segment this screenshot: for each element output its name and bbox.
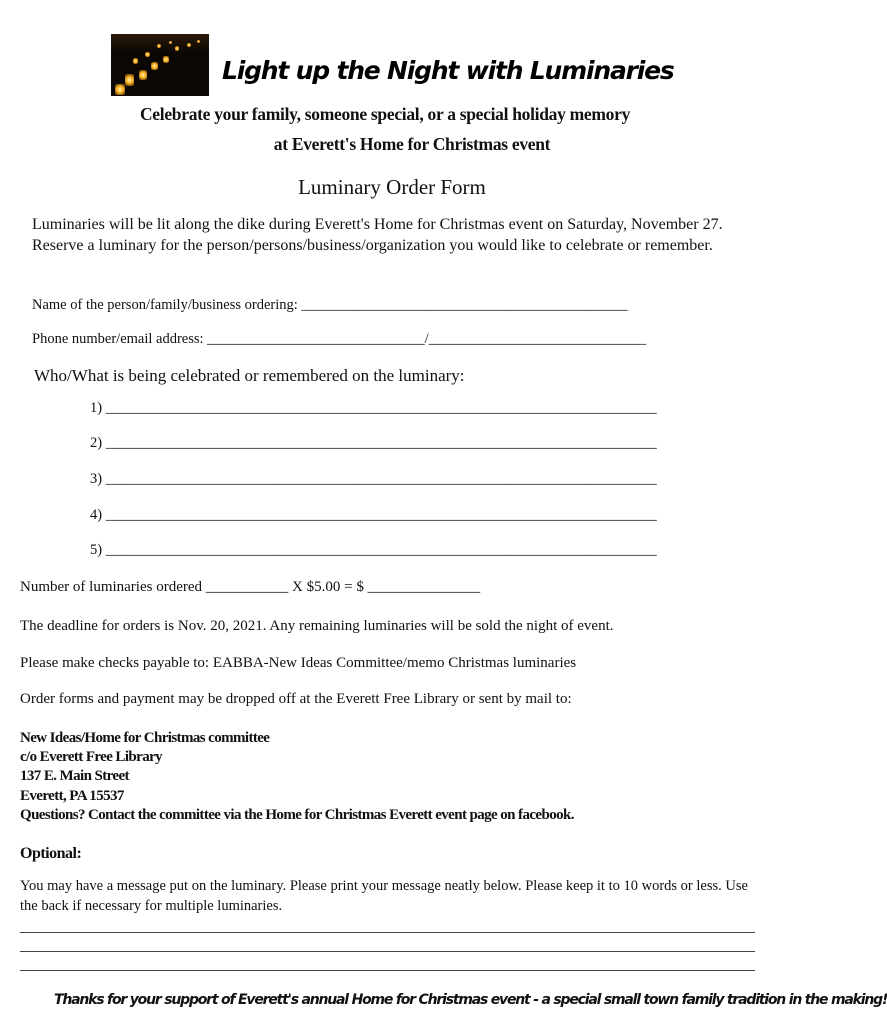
footer-thanks: Thanks for your support of Everett's annual Home for Christmas event - a special small town family tradition in the making! bbox=[54, 992, 887, 1008]
luminary-lamp bbox=[175, 46, 179, 51]
luminary-lamp bbox=[125, 74, 134, 86]
checks-text: Please make checks payable to: EABBA-New Ideas Committee/memo Christmas luminaries bbox=[20, 655, 577, 671]
celebrated-line-5[interactable]: 5) ____________________________________________________________________________ bbox=[90, 542, 657, 558]
dropoff-text: Order forms and payment may be dropped off at the Everett Free Library or sent by mail to: bbox=[20, 691, 572, 707]
questions-text: Questions? Contact the committee via the Home for Christmas Everett event page on facebook. bbox=[20, 807, 574, 823]
subtitle-line-1: Celebrate your family, someone special, or a special holiday memory bbox=[139, 104, 631, 124]
luminary-lamp bbox=[133, 58, 138, 64]
luminary-lamp bbox=[163, 56, 169, 63]
page-title: Light up the Night with Luminaries bbox=[222, 56, 674, 85]
celebrated-line-3[interactable]: 3) ____________________________________________________________________________ bbox=[90, 471, 657, 487]
address-line-2: c/o Everett Free Library bbox=[20, 749, 163, 765]
optional-message-instructions: You may have a message put on the luminary. Please print your message neatly below. Please keep it to 10 words or less. Use the back if necessary for multiple luminaries. bbox=[20, 878, 748, 914]
subtitle-line-2: at Everett's Home for Christmas event bbox=[273, 134, 551, 154]
deadline-text: The deadline for orders is Nov. 20, 2021. Any remaining luminaries will be sold the night of event. bbox=[20, 618, 614, 634]
address-line-3: 137 E. Main Street bbox=[20, 768, 129, 784]
message-line-3[interactable] bbox=[20, 970, 755, 971]
luminary-lamp bbox=[145, 52, 150, 57]
message-line-2[interactable] bbox=[20, 951, 755, 952]
message-line-1[interactable] bbox=[20, 932, 755, 933]
name-field[interactable]: Name of the person/family/business ordering: _____________________________________________ bbox=[32, 297, 628, 313]
luminary-lamp bbox=[151, 62, 158, 70]
intro-paragraph: Luminaries will be lit along the dike during Everett's Home for Christmas event on Saturday, November 27. Reserve a luminary for the person/persons/business/organization you would like to celebrate or remember. bbox=[32, 216, 723, 254]
luminary-lamp bbox=[197, 40, 200, 43]
quantity-line[interactable]: Number of luminaries ordered ___________ X $5.00 = $ _______________ bbox=[20, 579, 481, 595]
form-title: Luminary Order Form bbox=[298, 175, 486, 199]
luminary-lamp bbox=[157, 44, 161, 48]
luminary-lamp bbox=[187, 43, 191, 47]
address-line-4: Everett, PA 15537 bbox=[20, 788, 124, 804]
celebrated-line-1[interactable]: 1) ____________________________________________________________________________ bbox=[90, 400, 657, 416]
optional-heading: Optional: bbox=[20, 845, 82, 862]
phone-email-field[interactable]: Phone number/email address: ______________________________/______________________________ bbox=[32, 331, 647, 347]
luminary-lamp bbox=[115, 84, 125, 95]
celebrated-heading: Who/What is being celebrated or remembered on the luminary: bbox=[34, 366, 465, 385]
celebrated-line-2[interactable]: 2) ____________________________________________________________________________ bbox=[90, 435, 657, 451]
address-line-1: New Ideas/Home for Christmas committee bbox=[20, 730, 270, 746]
celebrated-line-4[interactable]: 4) ____________________________________________________________________________ bbox=[90, 507, 657, 523]
luminary-lamp bbox=[169, 41, 172, 44]
luminaries-photo bbox=[111, 34, 209, 96]
luminary-lamp bbox=[139, 70, 147, 80]
